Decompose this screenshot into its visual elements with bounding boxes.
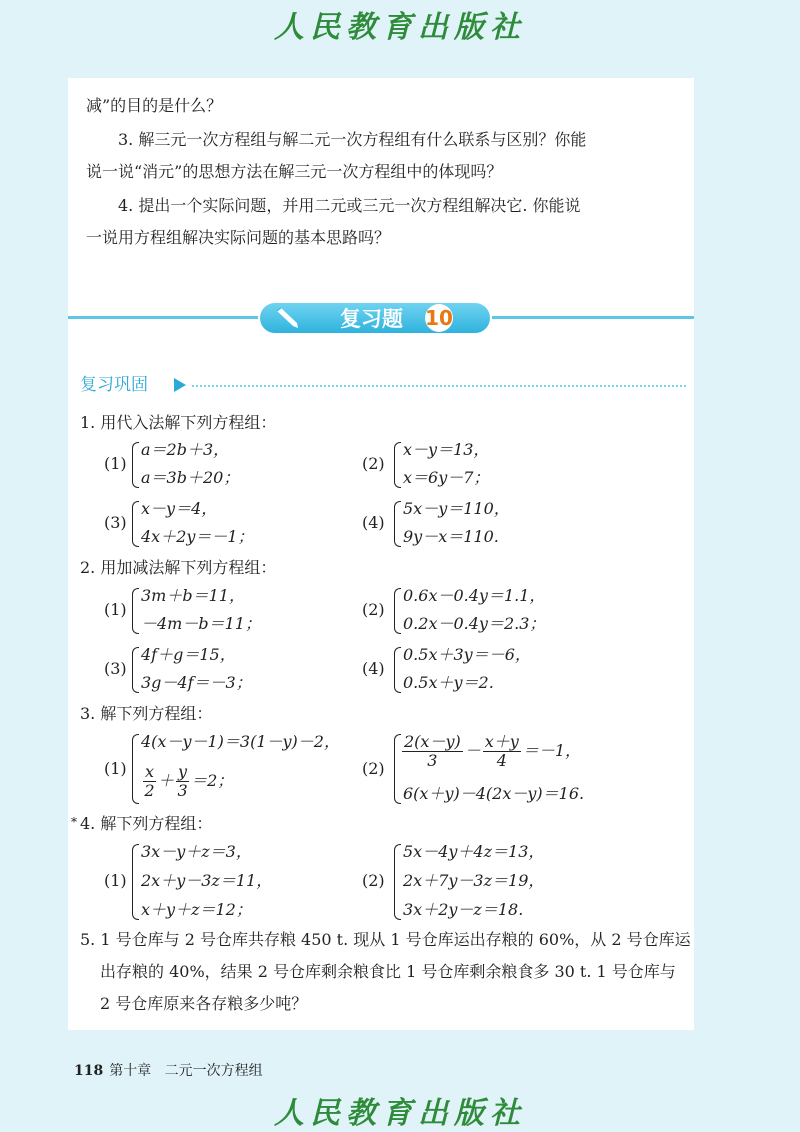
equation: 2x＋y－3z＝11， (141, 871, 273, 890)
equation: 9y－x＝110. (403, 527, 499, 546)
system-label: (2) (362, 454, 385, 473)
system-label: (3) (104, 659, 127, 678)
equation: 4x＋2y＝－1； (141, 527, 254, 546)
section-arrow-icon (174, 378, 186, 392)
brace (132, 442, 139, 488)
system-label: (3) (104, 513, 127, 532)
system-label: (1) (104, 600, 127, 619)
fraction: $\frac{x+y}{4}$ (484, 732, 519, 770)
problem-4-title: 4. 解下列方程组： (80, 814, 213, 833)
problem-5-line-3: 2 号仓库原来各存粮多少吨？ (100, 994, 308, 1013)
review-banner (258, 301, 492, 335)
chapter-number: 第十章 (109, 1063, 152, 1079)
brace (132, 588, 139, 634)
equation: 0.5x＋y＝2. (403, 673, 494, 692)
system-label: (2) (362, 871, 385, 890)
system-label: (1) (104, 454, 127, 473)
equation: x＝6y－7； (403, 468, 490, 487)
system-label: (4) (362, 513, 385, 532)
problem-3-title: 3. 解下列方程组： (80, 704, 213, 723)
system-label: (2) (362, 759, 385, 778)
brace (394, 442, 401, 488)
brace (132, 844, 139, 920)
brace (132, 734, 139, 804)
equation: 5x－y＝110， (403, 499, 510, 518)
equation: a＝3b＋20； (141, 468, 240, 487)
section-title: 复习巩固 (80, 375, 148, 395)
section-dotted-rule (192, 385, 686, 387)
publisher-logo-top: 人民教育出版社 (274, 10, 526, 45)
equation: 0.2x－0.4y＝2.3； (403, 614, 546, 633)
equation: x－y＝4， (141, 499, 218, 518)
equation: 4(x－y－1)＝3(1－y)－2， (141, 732, 340, 751)
fraction: $\frac{x}{2}$ (144, 762, 155, 800)
equation: 4f＋g＝15， (141, 645, 236, 664)
brace (394, 501, 401, 547)
fraction: $\frac{y}{3}$ (177, 762, 188, 800)
brace (394, 588, 401, 634)
intro-line-4: 4. 提出一个实际问题，并用二元或三元一次方程组解决它. 你能说 (118, 196, 581, 215)
brace (132, 501, 139, 547)
equation: 0.6x－0.4y＝1.1， (403, 586, 546, 605)
equation: 3x－y＋z＝3， (141, 842, 252, 861)
problem-1-title: 1. 用代入法解下列方程组： (80, 413, 277, 432)
brace (394, 647, 401, 693)
system-label: (1) (104, 759, 127, 778)
pencil-icon (274, 307, 300, 329)
equation: 3g－4f＝－3； (141, 673, 252, 692)
intro-line-5: 一说用方程组解决实际问题的基本思路吗？ (86, 228, 391, 247)
intro-line-2: 3. 解三元一次方程组与解二元一次方程组有什么联系与区别？你能 (118, 130, 587, 149)
publisher-logo-bottom: 人民教育出版社 (274, 1096, 526, 1131)
equation: 3x＋2y－z＝18. (403, 900, 524, 919)
intro-line-1: 减”的目的是什么？ (86, 96, 223, 115)
equation: 5x－4y＋4z＝13， (403, 842, 545, 861)
equation: x＋y＋z＝12； (141, 900, 252, 919)
equation: 6(x＋y)－4(2x－y)＝16. (403, 784, 585, 803)
banner-number-badge: 10 (425, 306, 453, 330)
fraction-equation: $\frac{x}{2}$ ＋ $\frac{y}{3}$ ＝2； (144, 762, 234, 800)
chapter-title: 二元一次方程组 (164, 1063, 263, 1079)
equation: a＝2b＋3， (141, 440, 230, 459)
equation: 0.5x＋3y＝－6， (403, 645, 531, 664)
system-label: (4) (362, 659, 385, 678)
intro-line-3: 说一说“消元”的思想方法在解三元一次方程组中的体现吗？ (86, 162, 503, 181)
brace (394, 844, 401, 920)
fraction-equation: $\frac{2(x-y)}{3}$ － $\frac{x+y}{4}$ ＝－1， (404, 732, 582, 770)
page-number: 118 (74, 1063, 104, 1079)
problem-5-line-2: 出存粮的 40%，结果 2 号仓库剩余粮食比 1 号仓库剩余粮食多 30 t. 1 号仓库与 (100, 962, 676, 981)
problem-5-line-1: 5. 1 号仓库与 2 号仓库共存粮 450 t. 现从 1 号仓库运出存粮的 60%，从 2 号仓库运 (80, 930, 691, 949)
brace (132, 647, 139, 693)
system-label: (2) (362, 600, 385, 619)
equation: 3m＋b＝11， (141, 586, 245, 605)
equation: x－y＝13， (403, 440, 490, 459)
system-label: (1) (104, 871, 127, 890)
page-footer (74, 1062, 263, 1080)
banner-title: 复习题 (340, 307, 403, 331)
problem-2-title: 2. 用加减法解下列方程组： (80, 558, 277, 577)
fraction: $\frac{2(x-y)}{3}$ (404, 732, 461, 770)
optional-star: * (71, 815, 77, 829)
equation: －4m－b＝11； (141, 614, 261, 633)
equation: 2x＋7y－3z＝19， (403, 871, 545, 890)
